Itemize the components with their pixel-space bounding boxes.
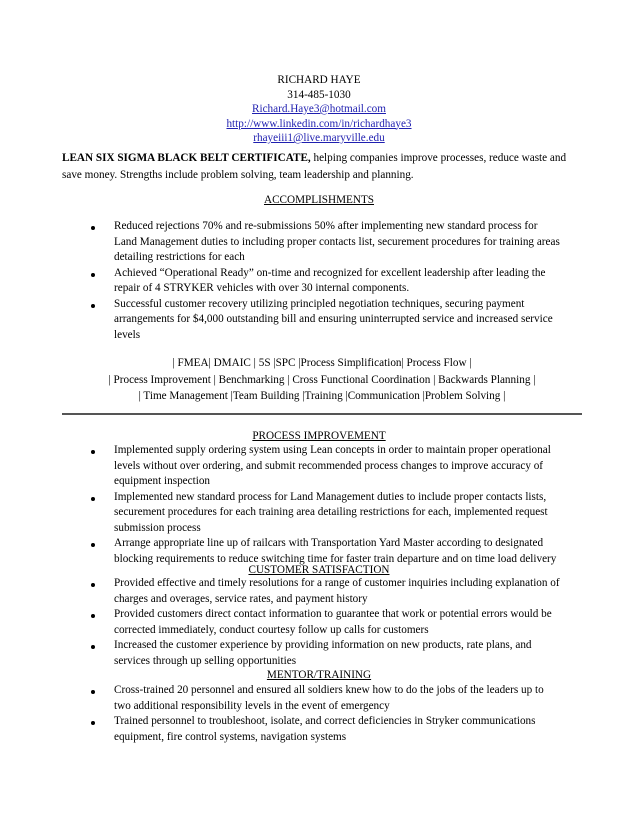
customer-satisfaction-list (62, 576, 562, 669)
accomplishments-list (62, 219, 562, 343)
list-item: Increased the customer experience by providing information on new products, rate plans, and services through up selling opportunities (62, 638, 562, 669)
mentor-training-list (62, 683, 562, 745)
phone-number: 314-485-1030 (287, 88, 351, 101)
summary-paragraph (62, 150, 582, 184)
skills-block (62, 355, 582, 405)
bullet-icon (91, 543, 95, 547)
candidate-name: RICHARD HAYE (277, 74, 361, 86)
certificate-title: LEAN SIX SIGMA BLACK BELT CERTIFICATE, (62, 152, 311, 164)
accomplishments-heading: ACCOMPLISHMENTS (263, 194, 375, 206)
skills-line: | FMEA| DMAIC | 5S |SPC |Process Simplification| Process Flow | (172, 357, 472, 369)
linkedin-link[interactable]: http://www.linkedin.com/in/richardhaye3 (226, 117, 412, 130)
bullet-icon (91, 583, 95, 587)
mentor-training-heading: MENTOR/TRAINING (266, 669, 372, 681)
list-item: Achieved “Operational Ready” on-time and recognized for excellent leadership after leading the repair of 4 STRYKER vehicles with over 30 internal components. (62, 266, 562, 297)
bullet-icon (91, 614, 95, 618)
bullet-icon (91, 450, 95, 454)
bullet-icon (91, 304, 95, 308)
list-item: Arrange appropriate line up of railcars with Transportation Yard Master according to designated blocking requirements to reduce switching time for faster train departure and on time load delivery (62, 536, 562, 567)
email-link-secondary[interactable]: rhayeiii1@live.maryville.edu (253, 132, 385, 144)
skills-line: | Process Improvement | Benchmarking | Cross Functional Coordination | Backwards Planning | (108, 373, 536, 386)
process-improvement-heading: PROCESS IMPROVEMENT (252, 430, 386, 442)
list-item: Trained personnel to troubleshoot, isolate, and correct deficiencies in Stryker communications equipment, fire control systems, navigation systems (62, 714, 562, 745)
bullet-icon (91, 721, 95, 725)
bullet-icon (91, 645, 95, 649)
process-improvement-list (62, 443, 562, 567)
bullet-icon (91, 497, 95, 501)
skills-line: | Time Management |Team Building |Training |Communication |Problem Solving | (138, 390, 506, 402)
summary-text: helping companies improve processes, reduce waste and save money. Strengths include problem solving, team leadership and planning. (62, 152, 567, 181)
email-link-primary[interactable]: Richard.Haye3@hotmail.com (252, 103, 386, 115)
bullet-icon (91, 226, 95, 230)
list-item: Implemented supply ordering system using Lean concepts in order to maintain proper operational levels without over ordering, and submit recommended process changes to improve accuracy of equipment inspection (62, 443, 562, 490)
customer-satisfaction-heading: CUSTOMER SATISFACTION (248, 564, 390, 576)
list-item: Successful customer recovery utilizing principled negotiation techniques, securing payment arrangements for $4,000 outstanding bill and ensuring uninterrupted service and increased service levels (62, 297, 562, 344)
list-item: Cross-trained 20 personnel and ensured all soldiers knew how to do the jobs of the leaders up to two additional responsibility levels in the event of emergency (62, 683, 562, 714)
bullet-icon (91, 273, 95, 277)
list-item: Provided customers direct contact information to guarantee that work or potential errors would be corrected immediately, conduct courtesy follow up calls for customers (62, 607, 562, 638)
section-divider (62, 413, 582, 415)
contact-header (0, 73, 638, 146)
list-item: Implemented new standard process for Land Management duties to include proper contacts lists, securement procedures for each training area detailing restrictions for each, implemented request submission process (62, 490, 562, 537)
list-item: Provided effective and timely resolutions for a range of customer inquiries including explanation of charges and overages, service rates, and payment history (62, 576, 562, 607)
list-item: Reduced rejections 70% and re-submissions 50% after implementing new standard process for Land Management duties to including proper contacts list, securement procedures for training areas detailing restrictions for each (62, 219, 562, 266)
bullet-icon (91, 690, 95, 694)
